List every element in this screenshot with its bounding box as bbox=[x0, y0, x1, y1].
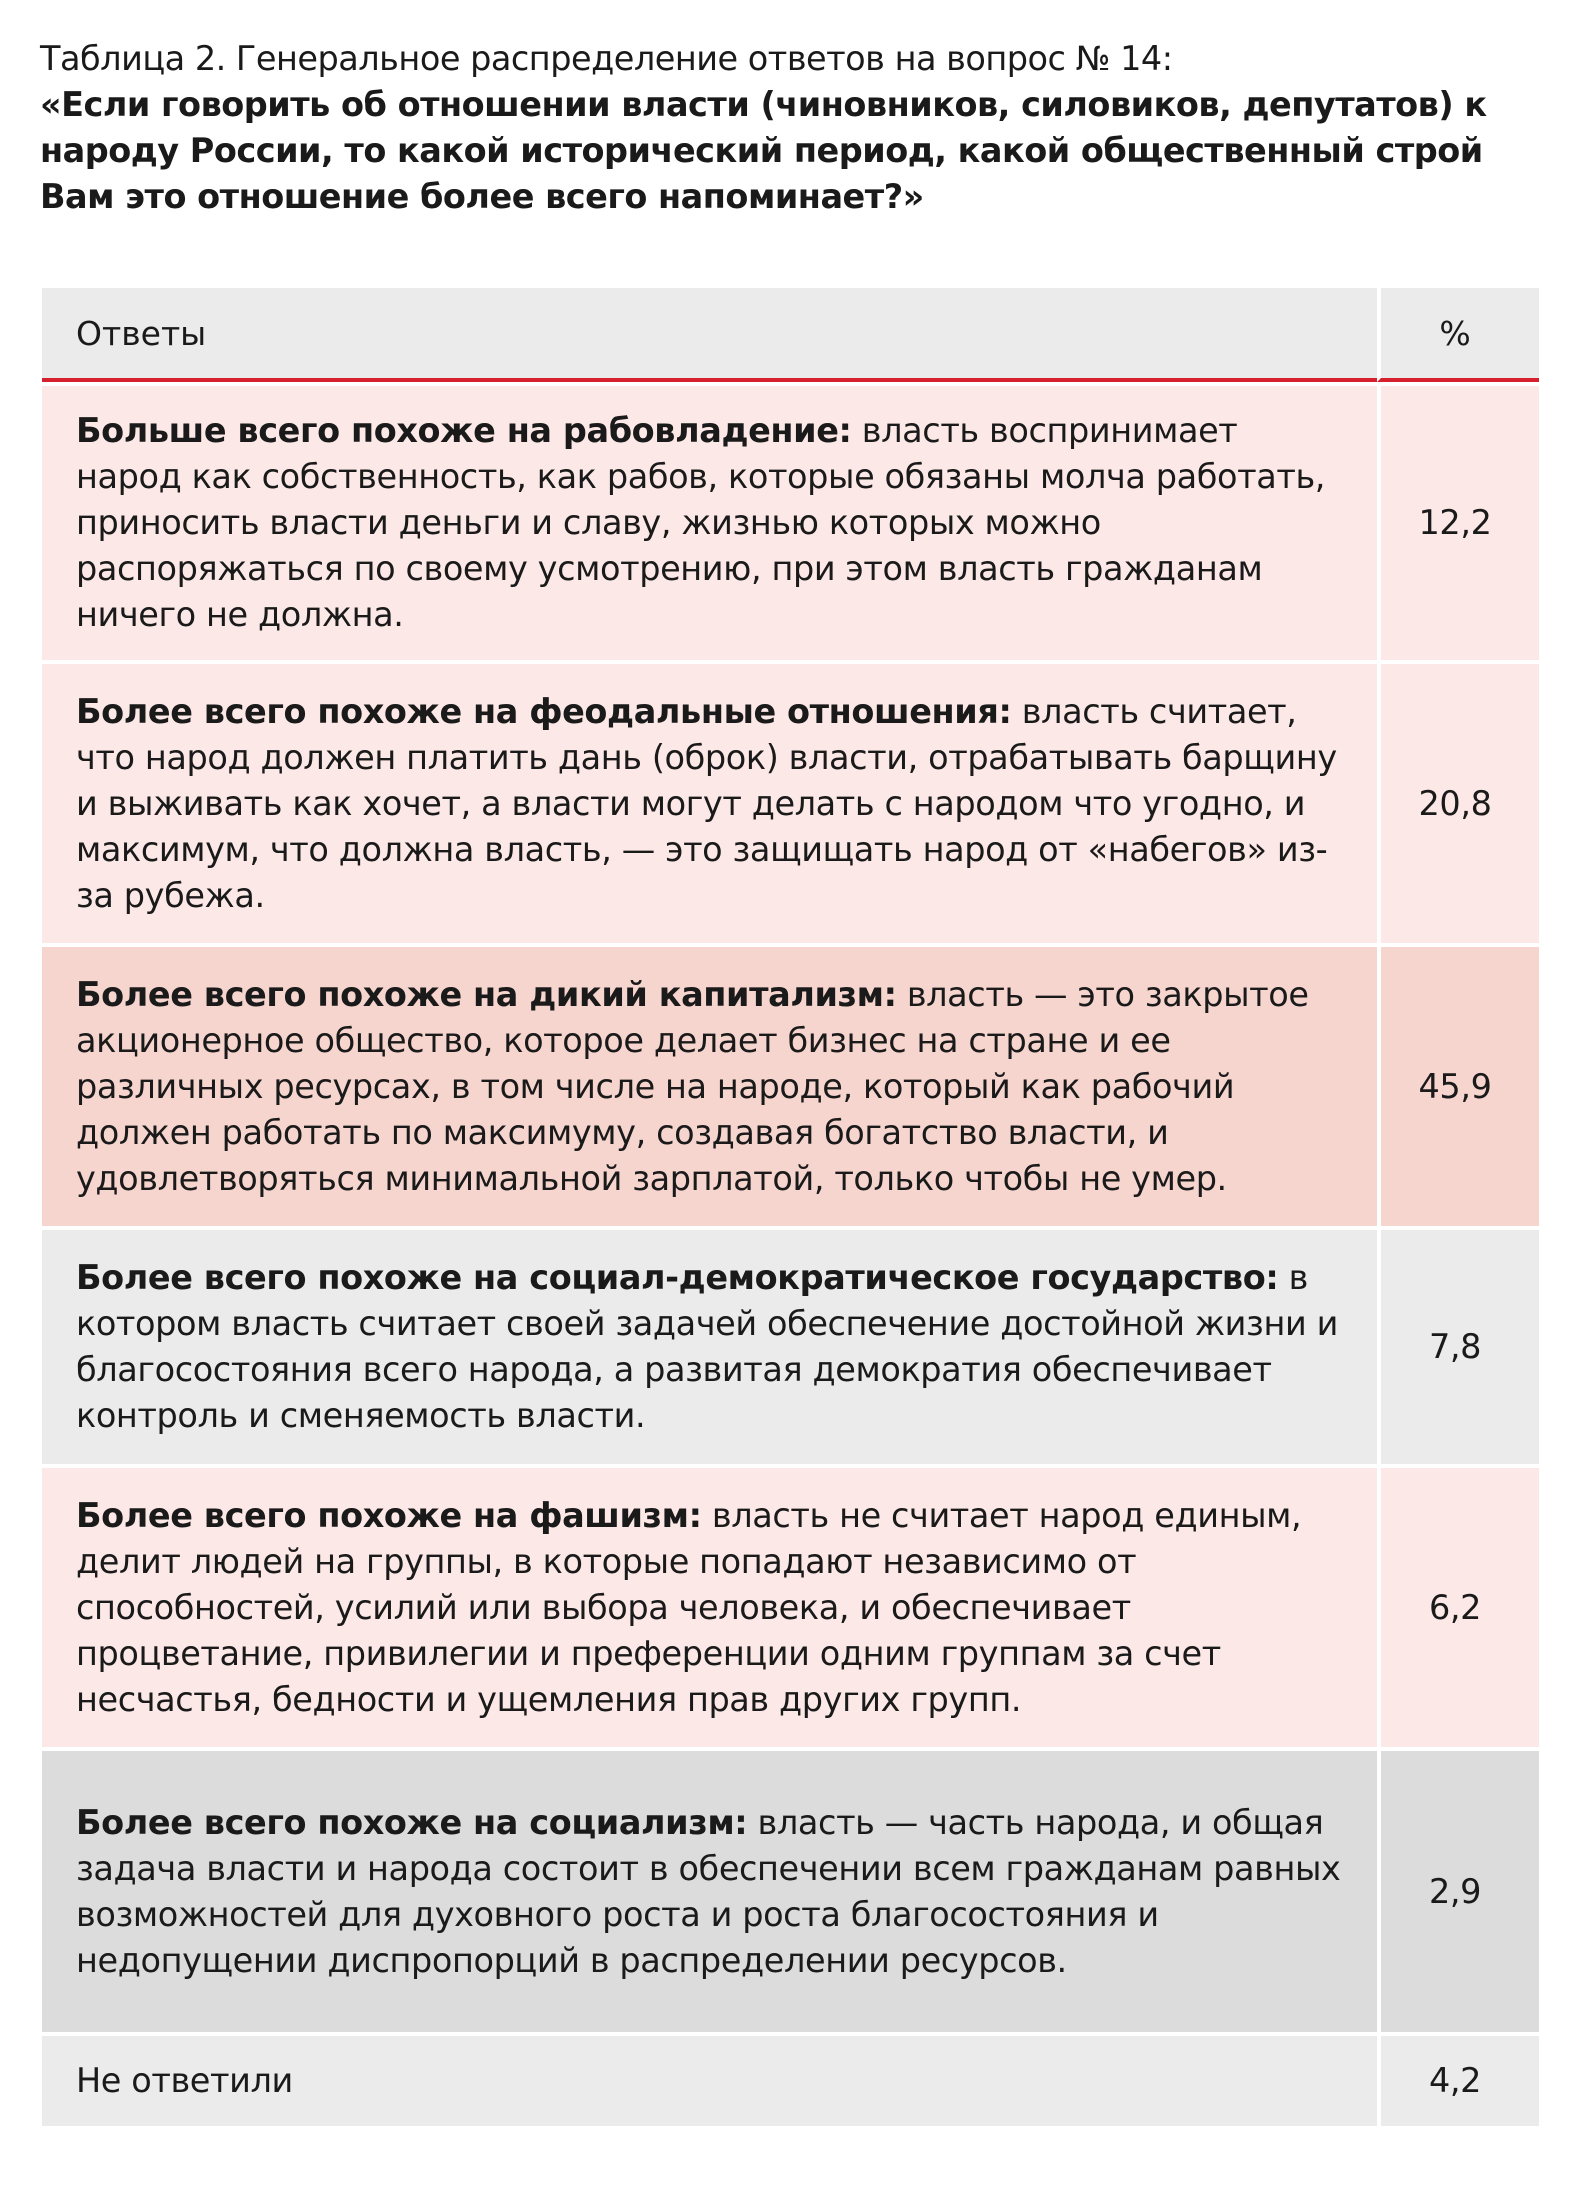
answer-lead: Больше всего похоже на рабовладение: bbox=[76, 411, 852, 450]
table-row-slavery bbox=[42, 382, 1539, 660]
percent-cell: 20,8 bbox=[1377, 660, 1539, 943]
column-header-percent: % bbox=[1377, 288, 1539, 382]
answer-text: власть считает, что народ должен платить дань (оброк) власти, отрабатывать барщину и выживать как хочет, а власти могут делать с народом что угодно, и максимум, что должна власть, — это защищать народ от «набегов» из-за рубежа. bbox=[76, 691, 1337, 915]
percent-cell: 12,2 bbox=[1377, 382, 1539, 660]
results-table bbox=[42, 288, 1539, 2126]
table-caption bbox=[40, 36, 1550, 220]
answer-lead: Более всего похоже на феодальные отношения: bbox=[76, 691, 1012, 731]
answer-lead: Более всего похоже на социал-демократическое государство: bbox=[76, 1258, 1279, 1297]
answer-cell bbox=[42, 2032, 1377, 2126]
answer-text: власть — это закрытое акционерное общество, которое делает бизнес на стране и ее различных ресурсах, в том числе на народе, который как рабочий должен работать по максимуму, создавая богатство власти, и удовлетворяться минимальной зарплатой, только чтобы не умер. bbox=[76, 974, 1309, 1198]
answer-text: власть — часть народа, и общая задача власти и народа состоит в обеспечении всем гражданам равных возможностей для духовного роста и роста благосостояния и недопущении диспропорций в распределении ресурсов. bbox=[76, 1802, 1341, 1980]
table-row-feudalism bbox=[42, 660, 1539, 943]
percent-cell: 2,9 bbox=[1377, 1747, 1539, 2032]
answer-text: власть не считает народ единым, делит людей на группы, в которые попадают независимо от способностей, усилий или выбора человека, и обеспечивает процветание, привилегии и преференции одним группам за счет несчастья, бедности и ущемления прав других групп. bbox=[76, 1495, 1302, 1719]
answer-text: в котором власть считает своей задачей обеспечение достойной жизни и благосостояния всего народа, а развитая демократия обеспечивает контроль и сменяемость власти. bbox=[76, 1258, 1338, 1435]
table-row-social-democracy bbox=[42, 1226, 1539, 1464]
answer-cell bbox=[42, 943, 1377, 1226]
answer-cell bbox=[42, 1226, 1377, 1464]
caption-question: «Если говорить об отношении власти (чиновников, силовиков, депутатов) к народу России, то какой исторический период, какой общественный строй Вам это отношение более всего напоминает?» bbox=[40, 85, 1487, 216]
answer-cell bbox=[42, 660, 1377, 943]
percent-cell: 45,9 bbox=[1377, 943, 1539, 1226]
answer-lead: Более всего похоже на фашизм: bbox=[76, 1495, 702, 1535]
table-row-no-answer bbox=[42, 2032, 1539, 2126]
answer-lead: Более всего похоже на социализм: bbox=[76, 1802, 748, 1842]
table-row-fascism bbox=[42, 1464, 1539, 1747]
answer-text: Не ответили bbox=[76, 2061, 293, 2100]
table-header-row bbox=[42, 288, 1539, 382]
answer-cell bbox=[42, 1464, 1377, 1747]
table-row-socialism bbox=[42, 1747, 1539, 2032]
answer-cell bbox=[42, 382, 1377, 660]
answer-lead: Более всего похоже на дикий капитализм: bbox=[76, 974, 897, 1014]
percent-cell: 7,8 bbox=[1377, 1226, 1539, 1464]
percent-cell: 4,2 bbox=[1377, 2032, 1539, 2126]
answer-text: власть воспринимает народ как собственность, как рабов, которые обязаны молча работать, приносить власти деньги и славу, жизнью которых можно распоряжаться по своему усмотрению, при этом власть гражданам ничего не должна. bbox=[76, 411, 1326, 634]
answer-cell bbox=[42, 1747, 1377, 2032]
column-header-answers: Ответы bbox=[42, 288, 1377, 382]
caption-title: Таблица 2. Генеральное распределение ответов на вопрос № 14: bbox=[40, 39, 1173, 78]
percent-cell: 6,2 bbox=[1377, 1464, 1539, 1747]
table-row-wild-capitalism bbox=[42, 943, 1539, 1226]
